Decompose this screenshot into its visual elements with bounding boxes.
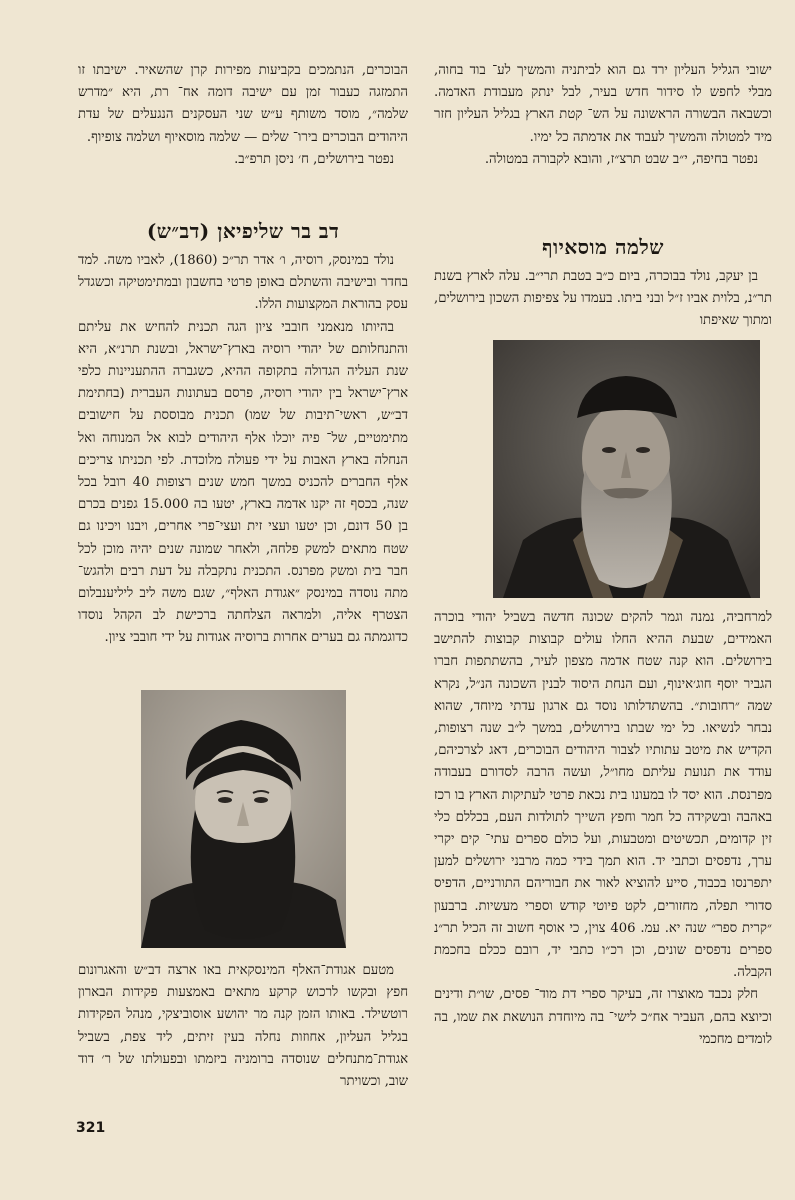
heading-dov-ber-shlifian: דב בר שליפיאן (דב״ש) [146, 219, 340, 243]
right-bio-bottom-2: חלק נכבד מאוצרו זה, בעיקר ספרי דת מוד־ פסים, שו״ת ודינים וכיוצא בהם, העביר אח״כ לישי־ בה מיוחדת הנושאת את שמו, בה לומדים מחכמי [434, 987, 772, 1047]
portrait-dov-ber-shlifian-image [141, 690, 346, 948]
left-bio-1: נולד במינסק, רוסיה, ו׳ אדר תר״כ (1860), לאביו משה. למד בחדר ובישיבה והשתלם באופן פרטי בחשבון ובמתימטיקה וכשגדל עסק בהוראת המקצועות הללו. [78, 253, 408, 313]
portrait-dov-ber-shlifian [141, 690, 346, 948]
left-death-line: נפטר בירושלים, ח׳ ניסן תרפ״ב. [234, 151, 394, 167]
left-bio-2: בהיותו מנאמני חובבי ציון הגה תכנית להחיש את עליתם והתנחלותם של יהודי רוסיה בארץ־ישראל, ובשנת תרנ״א, היא שנת העליה הגדולה בתקופה ההיא, כשגברה ההתעניינות כלפי ארץ־ישראל בין יהודי רוסיה, פרסם בעתונות העברית (בחתימת דב״ש, ראשי־תיבות של שמו) תכנית מבוססת על חישובים מתימטיים, של־ פיה יוכלו אלף היהודים לבוא אל המנוחה ואל הנחלה בארץ האבות על ידי פעולה מלוכדת. לפי תכניתו צריכים אלף החברים להכניס במשך חמש שנים רצופות 40 רובל בכל שנה, בכסף זה יקנו אדמה בארץ, יטעו בה 15.000 גפנים בכרם בן 50 דונם, וכן יטעו ועצי זית ועצי־פרי אחרים, ויבנו ויכינו גם שטח מתאים למשק פלחה, ולאחר שמונה שנים יהיה מוכן לכל חבר בית ומשק מפרנס. התכנית נתקבלה על דעת רבים ולהגש־ מתה נוסדה במינסק ״אגודת האלף״, שגם משה ליב ליליענבלום הצטרף אליה, ולמראה הצלחתה ברכישת לב הקהל נוסדו כדוגמתה גם בערים אחרות ברוסיה אגודות על ידי חובבי ציון. [78, 319, 408, 646]
portrait-shlomo-musaiof-image [493, 340, 760, 598]
right-bio-top: בן יעקב, נולד בבוכרה, ביום כ״ב בטבת תרי״ב. עלה לארץ בשנת תר״נ, בלוית אביו ז״ל ובני ביתו. בעמדו על צפיפות השכון בירושלים, ומתוך שאיפתו [434, 269, 772, 329]
left-continuation: הבוכרים, הנתמכים בקביעות מפירות קרן שהשאיר. ישיבתו זו התמזגה כעבור זמן עם ישיבה דומה אח־ רת, היא ״מדרש שלמה״, מוסד משותף ע״ש שני העסקנים הנגעלים של עדת היהודים הבוכרים בירו־ שלים — שלמה מוסאיוף ושלמה צופיוף. [78, 63, 408, 145]
right-bio-bottom-1: למרחביה, נמנה וגמר להקים שכונה חדשה בשביל יהודי בוכרה האמידים, שבעת ההיא החלו עולים קבוצות קבוצות להתישב בירושלים. הוא קנה שטח אדמה מצפון לעיר, בהשתתפות חברו הגביר יוסף חוג׳אינוף, ועם הנחת היסוד לבנין השכונה הנ״ל, נקרא שמה ״רחובות״. בהשתדלותו נוסד גם ארגון עדתי מיוחד, שהוא נבחר לנשיאו. כל ימי שבתו בירושלים, במשך ל״ב שנה רצופות, הקדיש את מיטב עתותיו לצבור היהודים הבוכרים, דאג לצרכיהם, עודד את תנועת עליתם מחו״ל, ועשה הרבה לסדורם בעבודה מפרנסת. הוא יסד לו במעונו בית נכאת פרטי לעתיקות הארץ בו רכז באהבה ובשקידה כל חמר וחפץ השייך לתולדות העם, בכללם כלי זין קדומים, תכשיטים ומטבעות, ועל כולם ספרים עתי־ קים יקרי ערך, נדפסים וכתבי יד. הוא תמך בידי כמה מרבני ירושלים למען יתפרנסו בכבוד, סייע להוציא לאור את חבוריהם התורניים, הדפיס סדורי תפלה, מחזורים, לקט פיוטי קודש וספרי מעשיות. ברבעון ״קרית ספר״ שנה יא. עמ. 406 צוין, כי אוסף חשוב זה הכיל תר״נ ספרים נדפסים שונים, וכן רכ״ו כתבי יד, רובם ככלם בחכמת הקבלה. [434, 610, 773, 981]
page-number: 321 [76, 1120, 106, 1136]
left-bio-3: מטעם אגודת־האלף המינסקאית באו ארצה דב״ש והאגרונום חפץ ובקשו לרכוש קרקע מתאים באמצעות פקידות הבארון רוטשילד. באותו הזמן קנה מר יהושע אוסוביצקי, מנהל הפקידות בגליל העליון, אחוזות נחלה בעין זיתים, ליד צפת, בשביל אגודת־מתנחלים שנוסדה ברומניה ביזמתו ובפעולתו של ר׳ דוד שוב, וכשויתר [78, 963, 408, 1090]
right-intro-death: נפטר בחיפה, י״ב שבט תרצ״ז, והובא לקבורה במטולה. [484, 151, 758, 167]
portrait-shlomo-musaiof [493, 340, 760, 598]
right-intro-paragraph: ישובי הגליל העליון ירד גם הוא לביתניה והמשיך לע־ בוד בחוה, מבלי לחפש לו סידור חדש בעיר, לבל ינתק מעבודת האדמה. וכשבאה הבשורה הראשונה על הש־ קטת הארץ בגליל העליון חזר מיד למטולה והמשיך לעבוד את אדמתה כל ימיו. [434, 63, 772, 145]
heading-shlomo-musaiof: שלמה מוסאיוף [542, 235, 664, 259]
